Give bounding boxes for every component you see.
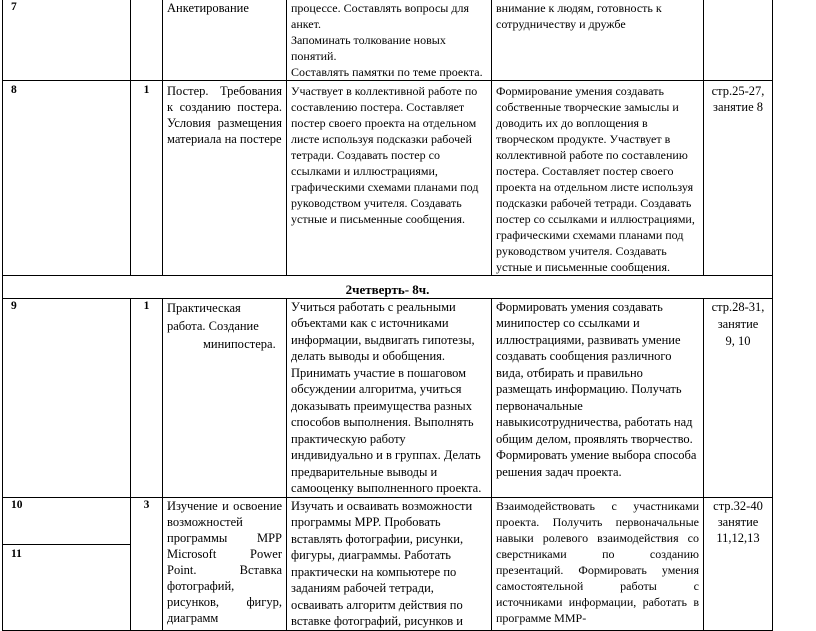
row-number: 7 [3, 0, 131, 81]
pages-line: 11,12,13 [716, 530, 760, 545]
lesson-plan-table [2, 0, 773, 631]
table-row [3, 0, 773, 81]
pages-line: стр.28-31, [711, 299, 765, 314]
table-row [3, 298, 773, 497]
pages-cell: стр.25-27, занятие 8 [704, 81, 773, 276]
quarter-heading: 2четверть- 8ч. [3, 276, 773, 299]
row-number: 9 [3, 298, 131, 497]
table-row [3, 81, 773, 276]
row-number: 8 [3, 81, 131, 276]
hours-cell: 1 [131, 81, 163, 276]
activities-cell: процессе. Составлять вопросы для анкет. Запоминать толкование новых понятий. Составлять памятки по теме проекта. [287, 0, 492, 81]
pages-cell [704, 0, 773, 81]
activities-cell: Учиться работать с реальными объектами как с источниками информации, выдвигать гипотезы, делать выводы и обобщения. Принимать участие в пошаговом обсуждении алгоритма, учиться доказывать преимущества разных способов выполнения. Выполнять практическую работу индивидуально и в группах. Делать предварительные выводы и самооценку выполненного проекта. [287, 298, 492, 497]
quarter-header-row [3, 276, 773, 299]
results-cell: Формирование умения создавать собственные творческие замыслы и доводить их до воплощения в творческом продукте. Участвует в коллективной работе по составлению постера. Составляет постер своего проекта на отдельном листе используя подсказки рабочей тетради. Создавать постер со ссылками и иллюстрациями, графическими схемами планами под руководством учителя. Создавать устные и письменные сообщения. [492, 81, 704, 276]
topic-cell: Изучение и освоение возможностей программы MPP Microsoft Power Point. Вставка фотографий, рисунков, фигур, диаграмм [163, 497, 287, 630]
hours-cell: 3 [131, 497, 163, 630]
hours-cell: 1 [131, 298, 163, 497]
topic-line: минипостера. [203, 336, 276, 351]
pages-line: стр.32-40 [713, 498, 763, 513]
pages-cell [704, 298, 773, 497]
results-cell: внимание к людям, готовность к сотрудничеству и дружбе [492, 0, 704, 81]
topic-cell [163, 298, 287, 497]
activities-cell: Изучать и осваивать возможности программы MPP. Пробовать вставлять фотографии, рисунки, фигуры, диаграммы. Работать практически на компьютере по заданиям рабочей тетради, осваивать алгоритм действия по вставке фотографий, рисунков и [287, 497, 492, 630]
pages-cell [704, 497, 773, 630]
pages-line: занятие [717, 514, 759, 529]
row-number: 11 [3, 544, 130, 563]
results-cell: Формировать умения создавать минипостер со ссылками и иллюстрациями, развивать умение создавать сообщения различного вида, отбирать и правильно размещать информацию. Получать первоначальные навыкисотрудничества, работать над общим делом, проявлять творчество. Формировать умение выбора способа решения задач проекта. [492, 298, 704, 497]
activities-cell: Участвует в коллективной работе по составлению постера. Составляет постер своего проекта на отдельном листе используя подсказки рабочей тетради. Создавать постер со ссылками и иллюстрациями, графическими схемами планами под руководством учителя. Создавать устные и письменные сообщения. [287, 81, 492, 276]
row-number-cell [3, 497, 131, 630]
row-number: 10 [11, 498, 23, 511]
hours-cell [131, 0, 163, 81]
pages-line: занятие [717, 316, 759, 331]
pages-line: 9, 10 [725, 333, 751, 348]
topic-cell: Постер. Требования к созданию постера. Условия размещения материала на постере [163, 81, 287, 276]
topic-line: Практическая работа. Создание [167, 300, 259, 333]
topic-cell: Анкетирование [163, 0, 287, 81]
results-cell: Взаимодействовать с участниками проекта. Получить первоначальные навыки ролевого взаимодействия со сверстниками по созданию презентаций. Формировать умения самостоятельной работы с источниками информации, работать в программе MMP- [492, 497, 704, 630]
table-row [3, 497, 773, 630]
